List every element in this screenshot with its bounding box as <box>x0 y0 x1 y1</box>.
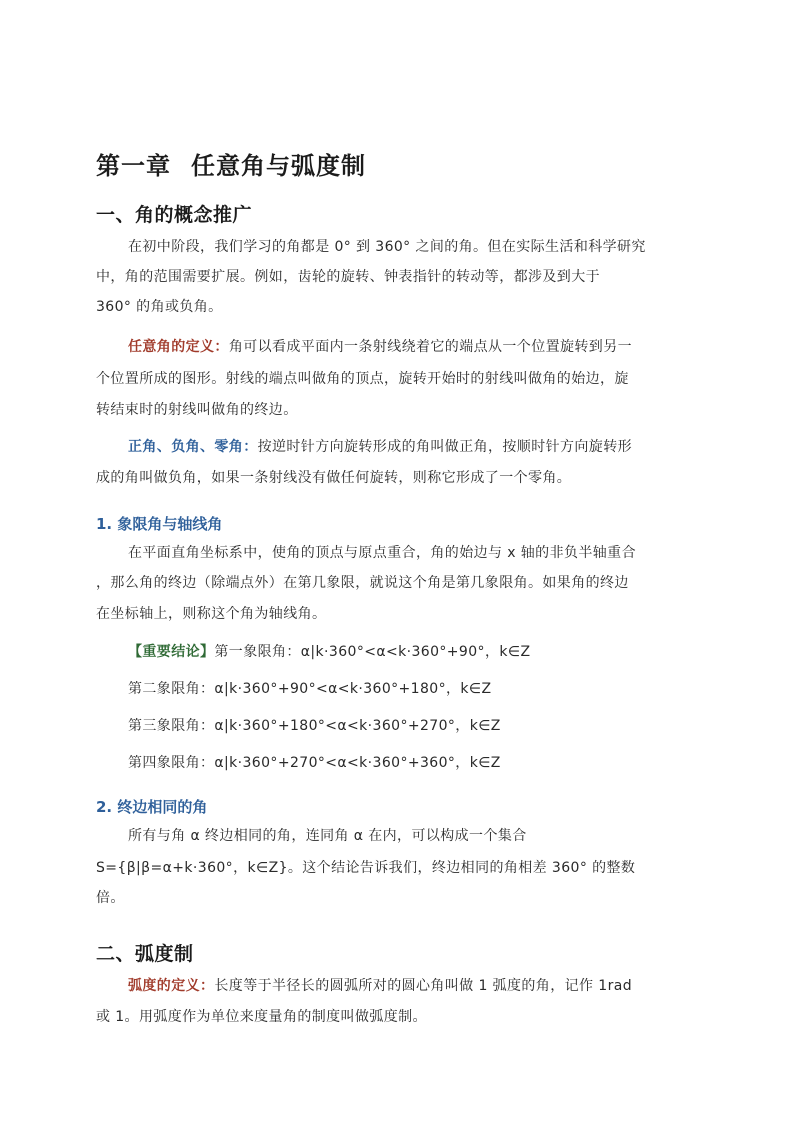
section-heading-1: 一、角的概念推广 <box>96 204 253 226</box>
definition-text: 角可以看成平面内一条射线绕着它的端点从一个位置旋转到另一 <box>228 339 633 355</box>
definition-line <box>128 436 632 456</box>
paragraph-line: 个位置所成的图形。射线的端点叫做角的顶点，旋转开始时的射线叫做角的始边，旋 <box>96 371 629 387</box>
quadrant-formula: 第四象限角：α|k·360°+270°<α<k·360°+360°，k∈Z <box>128 755 501 771</box>
chapter-name: 任意角与弧度制 <box>191 152 366 180</box>
paragraph-line: 在坐标轴上，则称这个角为轴线角。 <box>96 606 327 622</box>
chapter-number: 第一章 <box>96 152 171 180</box>
paragraph-line: ，那么角的终边（除端点外）在第几象限，就说这个角是第几象限角。如果角的终边 <box>96 575 629 591</box>
paragraph-line: 转结束时的射线叫做角的终边。 <box>96 402 298 418</box>
quadrant-formula: 第一象限角：α|k·360°<α<k·360°+90°，k∈Z <box>214 644 531 660</box>
paragraph-line: 在初中阶段，我们学习的角都是 0° 到 360° 之间的角。但在实际生活和科学研究 <box>128 239 646 255</box>
paragraph-line: 成的角叫做负角，如果一条射线没有做任何旋转，则称它形成了一个零角。 <box>96 470 572 486</box>
paragraph-line: 在平面直角坐标系中，使角的顶点与原点重合，角的始边与 x 轴的非负半轴重合 <box>128 545 636 561</box>
paragraph-line: 360° 的角或负角。 <box>96 299 223 315</box>
paragraph-line: 中，角的范围需要扩展。例如，齿轮的旋转、钟表指针的转动等，都涉及到大于 <box>96 269 600 285</box>
definition-text: 长度等于半径长的圆弧所对的圆心角叫做 1 弧度的角，记作 1rad <box>214 978 632 994</box>
subsection-heading-2: 2. 终边相同的角 <box>96 798 208 816</box>
definition-line <box>128 975 632 995</box>
paragraph-line: S={β|β=α+k·360°，k∈Z}。这个结论告诉我们，终边相同的角相差 360° 的整数 <box>96 860 636 876</box>
conclusion-line <box>128 641 530 661</box>
definition-term: 正角、负角、零角： <box>128 439 258 455</box>
definition-term: 弧度的定义： <box>128 978 215 994</box>
paragraph-line: 所有与角 α 终边相同的角，连同角 α 在内，可以构成一个集合 <box>128 828 527 844</box>
definition-term: 任意角的定义： <box>128 339 229 355</box>
chapter-title <box>96 146 366 181</box>
subsection-heading-1: 1. 象限角与轴线角 <box>96 515 223 533</box>
section-heading-2: 二、弧度制 <box>96 943 194 965</box>
definition-line <box>128 336 632 356</box>
paragraph-line: 倍。 <box>96 890 125 906</box>
quadrant-formula: 第三象限角：α|k·360°+180°<α<k·360°+270°，k∈Z <box>128 718 501 734</box>
paragraph-line: 或 1。用弧度作为单位来度量角的制度叫做弧度制。 <box>96 1009 427 1025</box>
conclusion-term: 【重要结论】 <box>128 644 215 660</box>
definition-text: 按逆时针方向旋转形成的角叫做正角，按顺时针方向旋转形 <box>257 439 633 455</box>
quadrant-formula: 第二象限角：α|k·360°+90°<α<k·360°+180°，k∈Z <box>128 681 492 697</box>
